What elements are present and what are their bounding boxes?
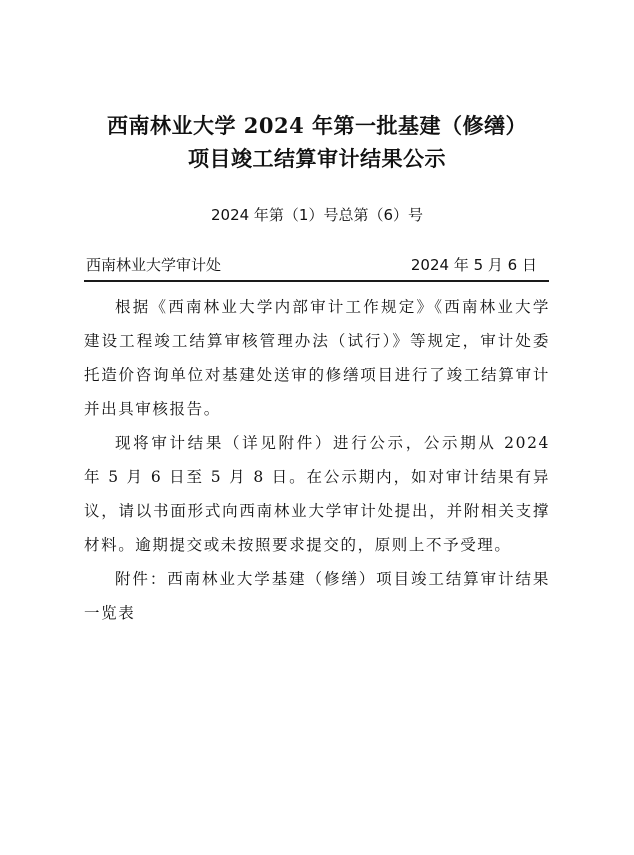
document-body: [84, 290, 550, 630]
header-divider: [84, 280, 549, 282]
issue-date: 2024 年 5 月 6 日: [410, 256, 537, 274]
body-paragraph-basis: 根据《西南林业大学内部审计工作规定》《西南林业大学建设工程竣工结算审核管理办法（试行）》等规定，审计处委托造价咨询单位对基建处送审的修缮项目进行了竣工结算审计并出具审核报告。: [84, 298, 550, 418]
issuing-office: 西南林业大学审计处: [86, 256, 222, 274]
document-title-line-2: 项目竣工结算审计结果公示: [188, 146, 446, 171]
body-paragraph-notice: 现将审计结果（详见附件）进行公示，公示期从 2024 年 5 月 6 日至 5 月 8 日。在公示期内，如对审计结果有异议，请以书面形式向西南林业大学审计处提出，并附相关支撑材料。逾期提交或未按照要求提交的，原则上不予受理。: [84, 434, 550, 554]
body-paragraph-attachment: 附件：西南林业大学基建（修缮）项目竣工结算审计结果一览表: [84, 570, 550, 622]
document-number: 2024 年第（1）号总第（6）号: [210, 206, 424, 224]
document-title-line-1: 西南林业大学 2024 年第一批基建（修缮）: [106, 113, 528, 138]
